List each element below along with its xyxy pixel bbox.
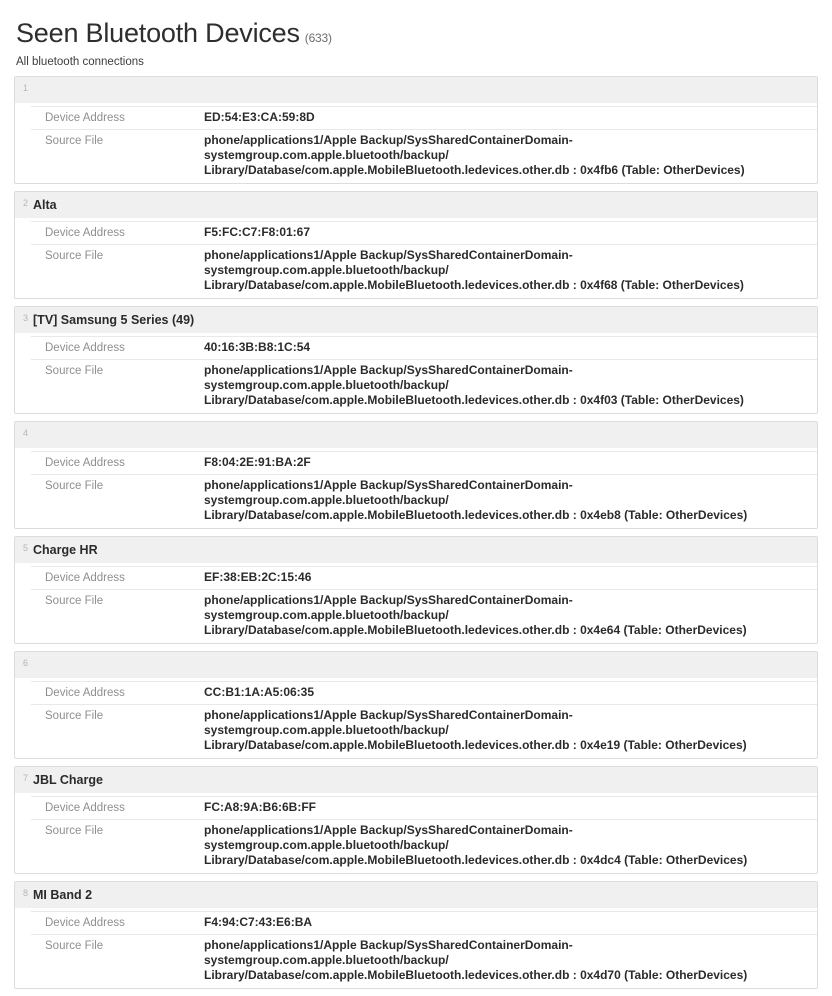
device-name: MI Band 2 <box>33 888 93 902</box>
device-card <box>14 881 818 989</box>
source-file-line-2: Library/Database/com.apple.MobileBluetooth.ledevices.other.db : 0x4dc4 (Table: OtherDevices) <box>204 853 748 867</box>
device-address-label: Device Address <box>45 572 125 584</box>
device-card <box>14 76 818 184</box>
device-address-row <box>31 796 817 819</box>
source-file-line-1: phone/applications1/Apple Backup/SysSharedContainerDomain-systemgroup.com.apple.bluetooth/backup/ <box>204 938 573 967</box>
device-card <box>14 651 818 759</box>
device-address-row <box>31 911 817 934</box>
source-file-line-1: phone/applications1/Apple Backup/SysSharedContainerDomain-systemgroup.com.apple.bluetooth/backup/ <box>204 248 573 277</box>
source-file-line-2: Library/Database/com.apple.MobileBluetooth.ledevices.other.db : 0x4f68 (Table: OtherDevices) <box>204 278 744 292</box>
entry-index: 8 <box>23 888 29 898</box>
device-card-header <box>15 882 817 908</box>
device-card <box>14 766 818 874</box>
device-list <box>14 76 818 989</box>
device-address-value: EF:38:EB:2C:15:46 <box>204 570 312 584</box>
device-card-rows <box>31 106 817 181</box>
device-address-label: Device Address <box>45 457 125 469</box>
device-address-value: F5:FC:C7:F8:01:67 <box>204 225 311 239</box>
source-file-label: Source File <box>45 135 104 147</box>
device-address-value: ED:54:E3:CA:59:8D <box>204 110 315 124</box>
device-address-value: 40:16:3B:B8:1C:54 <box>204 340 311 354</box>
source-file-line-2: Library/Database/com.apple.MobileBluetooth.ledevices.other.db : 0x4eb8 (Table: OtherDevices) <box>204 508 748 522</box>
device-card-header <box>15 307 817 333</box>
entry-index: 1 <box>23 83 29 93</box>
source-file-line-2: Library/Database/com.apple.MobileBluetooth.ledevices.other.db : 0x4e19 (Table: OtherDevices) <box>204 738 747 752</box>
source-file-label: Source File <box>45 710 104 722</box>
device-name: [TV] Samsung 5 Series (49) <box>33 313 195 327</box>
device-address-label: Device Address <box>45 342 125 354</box>
source-file-value <box>204 363 817 408</box>
source-file-label: Source File <box>45 480 104 492</box>
source-file-row <box>31 819 817 871</box>
device-card-header <box>15 652 817 678</box>
device-card <box>14 191 818 299</box>
device-address-row <box>31 106 817 129</box>
device-address-value: CC:B1:1A:A5:06:35 <box>204 685 315 699</box>
source-file-line-1: phone/applications1/Apple Backup/SysSharedContainerDomain-systemgroup.com.apple.bluetooth/backup/ <box>204 363 573 392</box>
page-title <box>16 18 818 53</box>
device-card-header <box>15 422 817 448</box>
source-file-line-2: Library/Database/com.apple.MobileBluetooth.ledevices.other.db : 0x4e64 (Table: OtherDevices) <box>204 623 747 637</box>
source-file-label: Source File <box>45 365 104 377</box>
source-file-value <box>204 133 817 178</box>
source-file-line-1: phone/applications1/Apple Backup/SysSharedContainerDomain-systemgroup.com.apple.bluetooth/backup/ <box>204 708 573 737</box>
device-name: Alta <box>33 198 57 212</box>
page-subtitle: All bluetooth connections <box>16 56 144 68</box>
source-file-label: Source File <box>45 940 104 952</box>
source-file-value <box>204 248 817 293</box>
source-file-line-1: phone/applications1/Apple Backup/SysSharedContainerDomain-systemgroup.com.apple.bluetooth/backup/ <box>204 478 573 507</box>
source-file-row <box>31 704 817 756</box>
entry-index: 4 <box>23 428 29 438</box>
source-file-value <box>204 823 817 868</box>
device-card-header <box>15 77 817 103</box>
source-file-line-2: Library/Database/com.apple.MobileBluetooth.ledevices.other.db : 0x4f03 (Table: OtherDevices) <box>204 393 744 407</box>
source-file-row <box>31 244 817 296</box>
source-file-line-1: phone/applications1/Apple Backup/SysSharedContainerDomain-systemgroup.com.apple.bluetooth/backup/ <box>204 823 573 852</box>
source-file-row <box>31 474 817 526</box>
source-file-label: Source File <box>45 595 104 607</box>
device-card-rows <box>31 221 817 296</box>
source-file-row <box>31 934 817 986</box>
device-address-label: Device Address <box>45 917 125 929</box>
source-file-line-1: phone/applications1/Apple Backup/SysSharedContainerDomain-systemgroup.com.apple.bluetooth/backup/ <box>204 133 573 162</box>
entry-index: 6 <box>23 658 29 668</box>
device-address-value: FC:A8:9A:B6:6B:FF <box>204 800 316 814</box>
page-title-text: Seen Bluetooth Devices <box>16 18 300 48</box>
entry-index: 2 <box>23 198 29 208</box>
device-address-row <box>31 336 817 359</box>
device-card-rows <box>31 796 817 871</box>
device-card-rows <box>31 566 817 641</box>
device-address-row <box>31 221 817 244</box>
source-file-line-1: phone/applications1/Apple Backup/SysSharedContainerDomain-systemgroup.com.apple.bluetooth/backup/ <box>204 593 573 622</box>
record-count: (633) <box>304 31 332 45</box>
source-file-value <box>204 708 817 753</box>
device-name: JBL Charge <box>33 773 103 787</box>
device-address-row <box>31 566 817 589</box>
device-address-row <box>31 681 817 704</box>
entry-index: 7 <box>23 773 29 783</box>
device-card-rows <box>31 451 817 526</box>
device-address-label: Device Address <box>45 687 125 699</box>
device-card-rows <box>31 336 817 411</box>
source-file-label: Source File <box>45 250 104 262</box>
source-file-value <box>204 938 817 983</box>
source-file-value <box>204 478 817 523</box>
device-address-row <box>31 451 817 474</box>
device-address-value: F4:94:C7:43:E6:BA <box>204 915 313 929</box>
device-card <box>14 421 818 529</box>
entry-index: 3 <box>23 313 29 323</box>
device-card <box>14 536 818 644</box>
device-address-label: Device Address <box>45 112 125 124</box>
device-card-header <box>15 537 817 563</box>
source-file-value <box>204 593 817 638</box>
source-file-row <box>31 359 817 411</box>
device-card-rows <box>31 681 817 756</box>
device-address-value: F8:04:2E:91:BA:2F <box>204 455 311 469</box>
source-file-line-2: Library/Database/com.apple.MobileBluetooth.ledevices.other.db : 0x4fb6 (Table: OtherDevices) <box>204 163 745 177</box>
source-file-row <box>31 129 817 181</box>
device-name: Charge HR <box>33 543 98 557</box>
entry-index: 5 <box>23 543 29 553</box>
device-address-label: Device Address <box>45 802 125 814</box>
device-card-rows <box>31 911 817 986</box>
device-card-header <box>15 192 817 218</box>
source-file-label: Source File <box>45 825 104 837</box>
source-file-line-2: Library/Database/com.apple.MobileBluetooth.ledevices.other.db : 0x4d70 (Table: OtherDevices) <box>204 968 748 982</box>
device-card-header <box>15 767 817 793</box>
device-address-label: Device Address <box>45 227 125 239</box>
source-file-row <box>31 589 817 641</box>
device-card <box>14 306 818 414</box>
